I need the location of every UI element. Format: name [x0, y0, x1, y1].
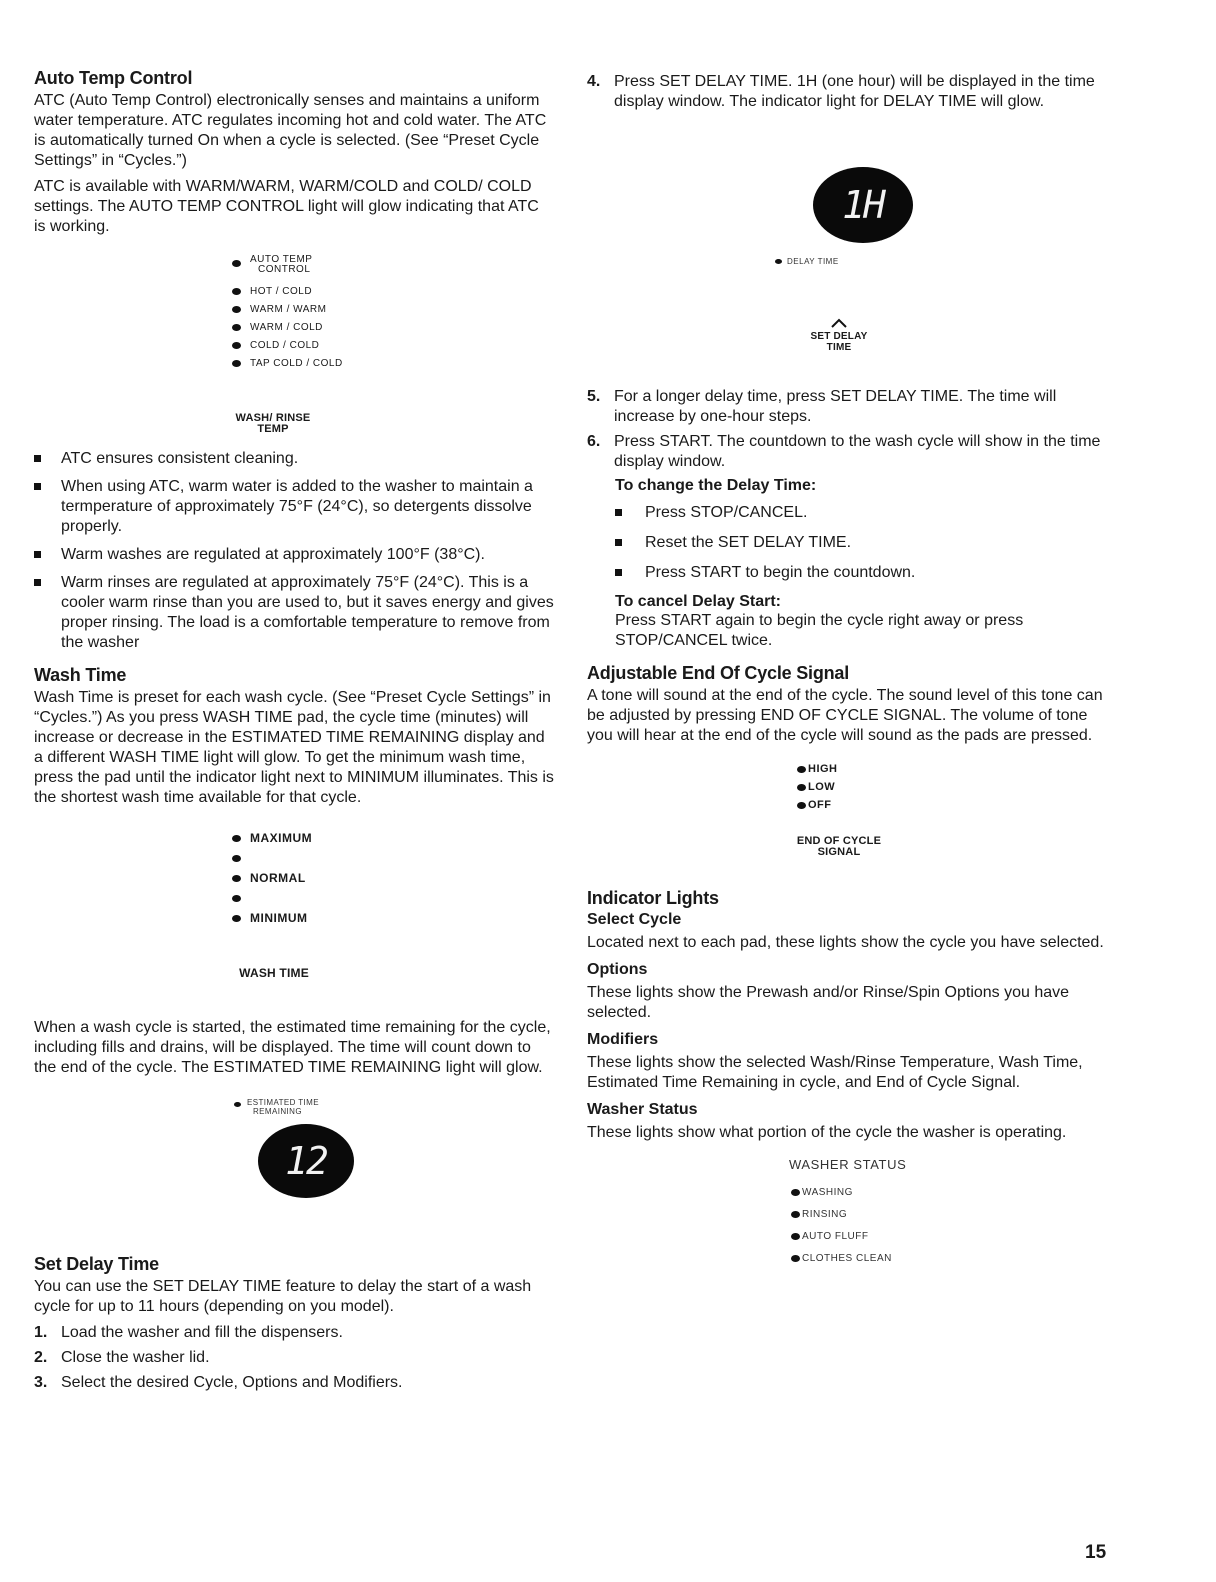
wash-rinse-temp-panel — [34, 243, 554, 449]
step-number: 1. — [34, 1324, 48, 1341]
indicator-light — [791, 1189, 800, 1196]
indicator-light — [797, 766, 806, 773]
change-delay-heading: To change the Delay Time: — [615, 477, 817, 494]
list-item — [34, 1348, 554, 1368]
auto-temp-para-1: ATC (Auto Temp Control) electronically senses and maintains a uniform water temperature. ATC regulates incoming hot and cold water. The ATC is automatically turned On when a cycle is selected. (See “Preset Cycle Settings” in “Cycles.”) — [34, 92, 547, 169]
set-delay-heading: Set Delay Time — [34, 1254, 159, 1274]
wash-time-level[interactable] — [232, 888, 312, 908]
modifiers-title: Modifiers — [587, 1031, 659, 1048]
temp-option[interactable] — [232, 282, 343, 300]
auto-temp-label-2: CONTROL — [258, 264, 311, 275]
wash-time-panel — [34, 814, 554, 1018]
temp-option-label: HOT / COLD — [250, 285, 313, 297]
eoc-caption-1: END OF CYCLE — [796, 835, 882, 847]
status-item — [791, 1247, 892, 1269]
cancel-delay-text: Press START again to begin the cycle right away or press STOP/CANCEL twice. — [615, 612, 1024, 649]
select-cycle-text: Located next to each pad, these lights show the cycle you have selected. — [587, 934, 1104, 951]
eoc-heading: Adjustable End Of Cycle Signal — [587, 663, 850, 683]
status-item — [791, 1181, 892, 1203]
wash-rinse-caption-2: TEMP — [257, 423, 289, 435]
auto-temp-label-1: AUTO TEMP — [250, 254, 313, 265]
wash-time-level-label: MAXIMUM — [250, 831, 313, 845]
list-item: Warm rinses are regulated at approximately 75°F (24°C). This is a cooler warm rinse than you are used to, but it saves energy and gives proper rinsing. The load is a comfortable temperature to remove from the washer — [34, 573, 554, 653]
list-item: When using ATC, warm water is added to the washer to maintain a termperature of approximately 75°F (24°C), so detergents dissolve properly. — [34, 477, 554, 537]
delay-time-label: DELAY TIME — [787, 257, 839, 266]
wash-rinse-caption-1: WASH/ RINSE — [235, 412, 311, 424]
indicator-light — [232, 288, 241, 295]
wash-time-level[interactable] — [232, 848, 312, 868]
indicator-light — [232, 875, 241, 882]
list-item — [587, 72, 1112, 112]
list-item — [587, 387, 1112, 427]
temp-option[interactable] — [232, 318, 343, 336]
wash-time-heading: Wash Time — [34, 665, 127, 685]
set-delay-steps-continued — [587, 72, 1112, 112]
left-column — [34, 68, 554, 1398]
wash-time-level[interactable] — [232, 868, 312, 888]
wash-time-level[interactable] — [232, 908, 312, 928]
temp-option[interactable] — [232, 354, 343, 372]
temp-option-label: COLD / COLD — [250, 339, 320, 351]
indicator-light — [232, 895, 241, 902]
indicator-light — [791, 1211, 800, 1218]
list-item: ATC ensures consistent cleaning. — [34, 449, 554, 469]
temp-option[interactable] — [232, 300, 343, 318]
select-cycle-title: Select Cycle — [587, 911, 682, 928]
list-item: Press STOP/CANCEL. — [615, 503, 1112, 523]
cancel-delay-heading: To cancel Delay Start: — [615, 593, 781, 610]
indicator-light — [791, 1255, 800, 1262]
wash-time-caption: WASH TIME — [239, 966, 309, 980]
eoc-caption-2: SIGNAL — [817, 846, 861, 858]
right-column — [587, 72, 1112, 1279]
wash-time-level-label: NORMAL — [250, 871, 306, 885]
indicator-light — [232, 835, 241, 842]
estimated-time-label-2: REMAINING — [253, 1107, 302, 1116]
indicator-light — [232, 915, 241, 922]
indicator-light — [797, 784, 806, 791]
step-text: Press START. The countdown to the wash cycle will show in the time display window. — [614, 433, 1101, 470]
estimated-time-panel — [34, 1084, 554, 1254]
set-delay-caption-1: SET DELAY — [810, 331, 868, 342]
step-number: 2. — [34, 1349, 48, 1366]
estimated-time-display: 12 — [258, 1124, 354, 1198]
delay-time-display: 1H — [813, 167, 913, 243]
temp-option[interactable] — [232, 336, 343, 354]
auto-temp-para-2: ATC is available with WARM/WARM, WARM/COLD and COLD/ COLD settings. The AUTO TEMP CONTROL light will glow indicating that ATC is working. — [34, 178, 539, 235]
delay-time-light — [775, 259, 782, 264]
indicator-light — [232, 306, 241, 313]
eoc-level-label: OFF — [808, 799, 832, 811]
indicator-light — [232, 855, 241, 862]
indicator-light — [232, 342, 241, 349]
wash-time-para: Wash Time is preset for each wash cycle. (See “Preset Cycle Settings” in “Cycles.”) As you press WASH TIME pad, the cycle time (minutes) will increase or decrease in the ESTIMATED TIME REMAINING display and a different WASH TIME light will glow. To get the minimum wash time, press the pad until the indicator light next to MINIMUM illuminates. This is the shortest wash time available for that cycle. — [34, 689, 554, 806]
temp-option-label: WARM / WARM — [250, 303, 327, 315]
washer-status-panel — [587, 1149, 1112, 1279]
delay-time-panel — [587, 117, 1112, 357]
status-item-label: RINSING — [802, 1208, 848, 1220]
wash-time-level[interactable] — [232, 828, 312, 848]
list-item: Press START to begin the countdown. — [615, 563, 1112, 583]
eoc-level[interactable] — [797, 760, 838, 778]
set-delay-steps-more — [587, 387, 1112, 472]
atc-bullet-list — [34, 449, 554, 653]
auto-temp-light — [232, 260, 241, 267]
set-delay-caption-2: TIME — [826, 342, 852, 353]
list-item — [34, 1373, 554, 1393]
list-item: Warm washes are regulated at approximately 100°F (38°C). — [34, 545, 554, 565]
step-text: Press SET DELAY TIME. 1H (one hour) will be displayed in the time display window. The indicator light for DELAY TIME will glow. — [614, 73, 1095, 110]
indicator-lights-heading: Indicator Lights — [587, 888, 719, 908]
indicator-light — [232, 360, 241, 367]
status-item-label: WASHING — [802, 1186, 853, 1198]
wash-time-level-label: MINIMUM — [250, 911, 308, 925]
eoc-level[interactable] — [797, 778, 838, 796]
options-title: Options — [587, 961, 648, 978]
indicator-light — [797, 802, 806, 809]
step-number: 4. — [587, 73, 601, 90]
eoc-level-label: LOW — [808, 781, 836, 793]
set-delay-steps — [34, 1323, 554, 1393]
change-delay-list — [615, 503, 1112, 583]
options-text: These lights show the Prewash and/or Rinse/Spin Options you have selected. — [587, 984, 1070, 1021]
washer-status-panel-title: WASHER STATUS — [789, 1157, 907, 1172]
status-item — [791, 1225, 892, 1247]
temp-option-label: WARM / COLD — [250, 321, 323, 333]
estimated-time-light — [234, 1102, 241, 1107]
status-item-label: CLOTHES CLEAN — [802, 1252, 892, 1264]
step-number: 3. — [34, 1374, 48, 1391]
step-text: Select the desired Cycle, Options and Modifiers. — [61, 1374, 403, 1391]
auto-temp-heading: Auto Temp Control — [34, 68, 193, 88]
step-text: For a longer delay time, press SET DELAY TIME. The time will increase by one-hour steps. — [614, 388, 1057, 425]
chevron-up-icon — [831, 318, 847, 328]
wash-time-para-2: When a wash cycle is started, the estimated time remaining for the cycle, including fills and drains, will be displayed. The time will count down to the end of the cycle. The ESTIMATED TIME REMAINING light will glow. — [34, 1019, 551, 1076]
temp-option-label: TAP COLD / COLD — [250, 357, 343, 369]
modifiers-text: These lights show the selected Wash/Rinse Temperature, Wash Time, Estimated Time Remaining in cycle, and End of Cycle Signal. — [587, 1054, 1083, 1091]
step-number: 5. — [587, 388, 601, 405]
status-item-label: AUTO FLUFF — [802, 1230, 869, 1242]
page-number: 15 — [1085, 1542, 1107, 1563]
estimated-time-label-1: ESTIMATED TIME — [247, 1098, 319, 1107]
eoc-para: A tone will sound at the end of the cycle. The sound level of this tone can be adjusted by pressing END OF CYCLE SIGNAL. The volume of tone you will hear at the end of the cycle will sound as the pads are pressed. — [587, 687, 1103, 744]
indicator-light — [791, 1233, 800, 1240]
set-delay-para: You can use the SET DELAY TIME feature to delay the start of a wash cycle for up to 11 hours (depending on you model). — [34, 1278, 532, 1315]
indicator-light — [232, 324, 241, 331]
status-item — [791, 1203, 892, 1225]
step-text: Close the washer lid. — [61, 1349, 210, 1366]
eoc-panel — [587, 752, 1112, 880]
washer-status-text: These lights show what portion of the cycle the washer is operating. — [587, 1124, 1067, 1141]
eoc-level-label: HIGH — [808, 763, 838, 775]
list-item — [587, 432, 1112, 472]
step-number: 6. — [587, 433, 601, 450]
eoc-level[interactable] — [797, 796, 838, 814]
step-text: Load the washer and fill the dispensers. — [61, 1324, 343, 1341]
washer-status-title: Washer Status — [587, 1101, 698, 1118]
list-item — [34, 1323, 554, 1343]
list-item: Reset the SET DELAY TIME. — [615, 533, 1112, 553]
